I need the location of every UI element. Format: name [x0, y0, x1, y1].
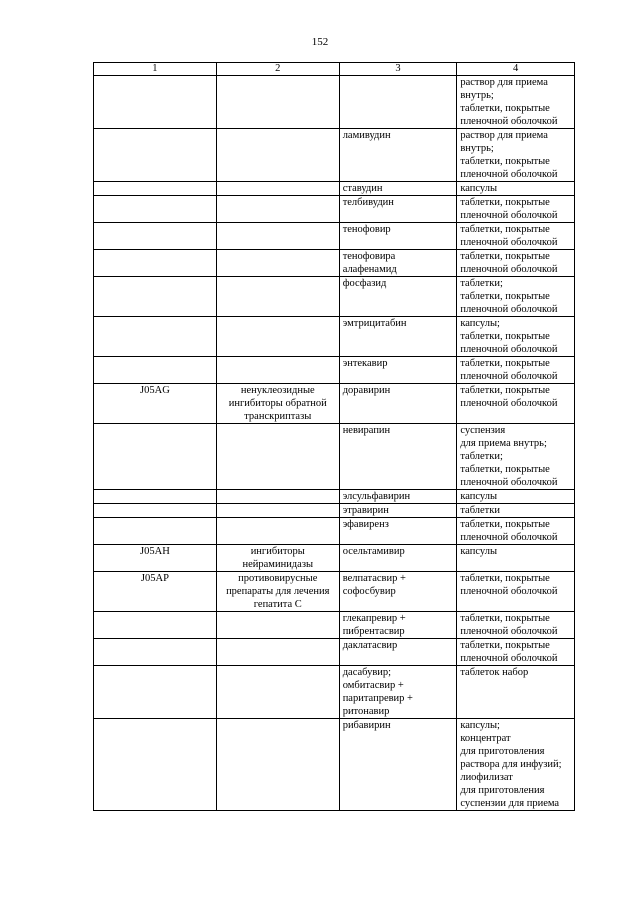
- dosage-form-cell-line: концентрат: [460, 733, 511, 744]
- drug-name-cell: [339, 504, 457, 518]
- table-row: [94, 317, 575, 357]
- table-row: [94, 572, 575, 612]
- table-row: [94, 76, 575, 129]
- drug-name-cell: [339, 490, 457, 504]
- dosage-form-cell-line: капсулы;: [460, 720, 500, 731]
- atc-code-cell: [94, 490, 217, 504]
- dosage-form-cell: [457, 639, 575, 666]
- table-row: [94, 129, 575, 182]
- group-name-cell-line: ингибиторы: [250, 546, 305, 557]
- atc-code-cell: J05AH: [94, 545, 217, 572]
- group-name-cell: [216, 317, 339, 357]
- drug-name-cell-line: телбивудин: [342, 197, 394, 208]
- atc-code-cell: [94, 182, 217, 196]
- dosage-form-cell: [457, 545, 575, 572]
- table-row: [94, 666, 575, 719]
- drug-name-cell: [339, 666, 457, 719]
- group-name-cell-line: транскриптазы: [244, 411, 312, 422]
- dosage-form-cell-line: пленочной оболочкой: [460, 371, 558, 382]
- group-name-cell: [216, 719, 339, 811]
- dosage-form-cell-line: таблетки;: [460, 278, 503, 289]
- dosage-form-cell: [457, 76, 575, 129]
- dosage-form-cell-line: пленочной оболочкой: [460, 626, 558, 637]
- dosage-form-cell: [457, 572, 575, 612]
- dosage-form-cell: [457, 518, 575, 545]
- drug-name-cell: [339, 250, 457, 277]
- drug-name-cell: [339, 572, 457, 612]
- table-row: [94, 196, 575, 223]
- drug-name-cell-line: эфавиренз: [342, 519, 389, 530]
- dosage-form-cell: [457, 277, 575, 317]
- dosage-form-cell-line: пленочной оболочкой: [460, 210, 558, 221]
- dosage-form-cell-line: таблетки, покрытые: [460, 251, 550, 262]
- dosage-form-cell-line: таблетки, покрытые: [460, 640, 550, 651]
- drug-name-cell: [339, 129, 457, 182]
- table-row: [94, 384, 575, 424]
- group-name-cell: [216, 424, 339, 490]
- dosage-form-cell-line: пленочной оболочкой: [460, 532, 558, 543]
- atc-code-cell: [94, 639, 217, 666]
- table-row: [94, 545, 575, 572]
- group-name-cell-line: гепатита С: [253, 599, 302, 610]
- dosage-form-cell: [457, 424, 575, 490]
- dosage-form-cell: [457, 196, 575, 223]
- group-name-cell-line: ненуклеозидные: [240, 385, 315, 396]
- drug-name-cell-line: омбитасвир +: [342, 680, 404, 691]
- drug-name-cell: [339, 518, 457, 545]
- atc-code-cell: [94, 719, 217, 811]
- group-name-cell: [216, 572, 339, 612]
- drug-name-cell-line: велпатасвир +: [342, 573, 406, 584]
- drug-name-cell-line: тенофовир: [342, 224, 391, 235]
- drug-name-cell: [339, 317, 457, 357]
- drug-name-cell-line: тенофовира: [342, 251, 396, 262]
- dosage-form-cell-line: капсулы;: [460, 318, 500, 329]
- column-header: 3: [339, 63, 457, 76]
- atc-code-cell: [94, 357, 217, 384]
- group-name-cell: [216, 666, 339, 719]
- dosage-form-cell: [457, 182, 575, 196]
- dosage-form-cell-line: для приема внутрь;: [460, 438, 547, 449]
- drug-name-cell-line: ставудин: [342, 183, 383, 194]
- group-name-cell: [216, 182, 339, 196]
- dosage-form-cell-line: раствор для приема: [460, 77, 548, 88]
- table-body: [94, 76, 575, 811]
- dosage-form-cell-line: пленочной оболочкой: [460, 398, 558, 409]
- dosage-form-cell-line: для приготовления: [460, 785, 545, 796]
- drug-name-cell: [339, 182, 457, 196]
- drug-name-cell: [339, 424, 457, 490]
- group-name-cell: [216, 223, 339, 250]
- dosage-form-cell: [457, 223, 575, 250]
- dosage-form-cell-line: таблетки, покрытые: [460, 197, 550, 208]
- table-row: [94, 518, 575, 545]
- atc-code-cell: [94, 196, 217, 223]
- table-row: [94, 424, 575, 490]
- dosage-form-cell-line: суспензия: [460, 425, 506, 436]
- medication-table: [93, 62, 575, 811]
- group-name-cell: [216, 76, 339, 129]
- drug-name-cell: [339, 196, 457, 223]
- atc-code-cell: [94, 76, 217, 129]
- drug-name-cell-line: фосфазид: [342, 278, 387, 289]
- dosage-form-cell-line: пленочной оболочкой: [460, 344, 558, 355]
- atc-code-cell: [94, 277, 217, 317]
- drug-name-cell-line: этравирин: [342, 505, 389, 516]
- atc-code-cell: J05AG: [94, 384, 217, 424]
- atc-code-cell: [94, 250, 217, 277]
- dosage-form-cell-line: раствор для приема: [460, 130, 548, 141]
- dosage-form-cell: [457, 357, 575, 384]
- drug-name-cell-line: глекапревир +: [342, 613, 406, 624]
- drug-name-cell-line: энтекавир: [342, 358, 388, 369]
- dosage-form-cell-line: пленочной оболочкой: [460, 169, 558, 180]
- atc-code-cell: [94, 317, 217, 357]
- table-row: [94, 490, 575, 504]
- drug-name-cell-line: элсульфавирин: [342, 491, 411, 502]
- drug-name-cell-line: дасабувир;: [342, 667, 392, 678]
- header-row: [94, 63, 575, 76]
- table-row: [94, 250, 575, 277]
- drug-name-cell-line: эмтрицитабин: [342, 318, 407, 329]
- group-name-cell: [216, 196, 339, 223]
- dosage-form-cell-line: таблетки: [460, 505, 500, 516]
- dosage-form-cell-line: пленочной оболочкой: [460, 237, 558, 248]
- drug-name-cell-line: софосбувир: [342, 586, 396, 597]
- dosage-form-cell-line: таблетки, покрытые: [460, 291, 550, 302]
- group-name-cell: [216, 490, 339, 504]
- group-name-cell-line: ингибиторы обратной: [228, 398, 327, 409]
- group-name-cell: [216, 639, 339, 666]
- table-row: [94, 504, 575, 518]
- dosage-form-cell-line: пленочной оболочкой: [460, 264, 558, 275]
- dosage-form-cell-line: пленочной оболочкой: [460, 116, 558, 127]
- dosage-form-cell-line: таблетки, покрытые: [460, 224, 550, 235]
- dosage-form-cell: [457, 384, 575, 424]
- drug-name-cell: [339, 357, 457, 384]
- dosage-form-cell-line: раствора для инфузий;: [460, 759, 562, 770]
- atc-code-cell: [94, 666, 217, 719]
- table-row: [94, 357, 575, 384]
- group-name-cell-line: нейраминидазы: [242, 559, 314, 570]
- dosage-form-cell-line: пленочной оболочкой: [460, 653, 558, 664]
- dosage-form-cell-line: капсулы: [460, 546, 498, 557]
- dosage-form-cell-line: лиофилизат: [460, 772, 513, 783]
- drug-name-cell: [339, 223, 457, 250]
- dosage-form-cell-line: таблеток набор: [460, 667, 529, 678]
- table-row: [94, 223, 575, 250]
- dosage-form-cell-line: суспензии для приема: [460, 798, 560, 809]
- drug-name-cell-line: паритапревир +: [342, 693, 413, 704]
- drug-name-cell-line: даклатасвир: [342, 640, 398, 651]
- dosage-form-cell-line: капсулы: [460, 491, 498, 502]
- dosage-form-cell-line: капсулы: [460, 183, 498, 194]
- dosage-form-cell-line: пленочной оболочкой: [460, 477, 558, 488]
- dosage-form-cell-line: таблетки, покрытые: [460, 519, 550, 530]
- drug-name-cell-line: невирапин: [342, 425, 391, 436]
- drug-name-cell-line: ритонавир: [342, 706, 390, 717]
- atc-code-cell: [94, 518, 217, 545]
- table-row: [94, 612, 575, 639]
- atc-code-cell: J05AP: [94, 572, 217, 612]
- table-row: [94, 182, 575, 196]
- drug-name-cell: [339, 612, 457, 639]
- dosage-form-cell-line: внутрь;: [460, 90, 494, 101]
- dosage-form-cell-line: пленочной оболочкой: [460, 586, 558, 597]
- group-name-cell: [216, 277, 339, 317]
- drug-name-cell-line: ламивудин: [342, 130, 391, 141]
- dosage-form-cell: [457, 612, 575, 639]
- dosage-form-cell-line: внутрь;: [460, 143, 494, 154]
- dosage-form-cell: [457, 129, 575, 182]
- drug-name-cell: [339, 277, 457, 317]
- dosage-form-cell-line: таблетки, покрытые: [460, 464, 550, 475]
- drug-name-cell: [339, 639, 457, 666]
- dosage-form-cell: [457, 504, 575, 518]
- group-name-cell: [216, 357, 339, 384]
- column-header: 1: [94, 63, 217, 76]
- table-row: [94, 277, 575, 317]
- drug-name-cell-line: рибавирин: [342, 720, 391, 731]
- group-name-cell: [216, 384, 339, 424]
- table-row: [94, 719, 575, 811]
- atc-code-cell: [94, 223, 217, 250]
- atc-code-cell: [94, 612, 217, 639]
- group-name-cell: [216, 518, 339, 545]
- dosage-form-cell-line: таблетки, покрытые: [460, 573, 550, 584]
- drug-name-cell: [339, 719, 457, 811]
- table-row: [94, 639, 575, 666]
- dosage-form-cell-line: таблетки, покрытые: [460, 385, 550, 396]
- dosage-form-cell: [457, 719, 575, 811]
- group-name-cell-line: препараты для лечения: [226, 586, 330, 597]
- drug-name-cell-line: доравирин: [342, 385, 391, 396]
- dosage-form-cell-line: для приготовления: [460, 746, 545, 757]
- page-number: 152: [311, 36, 329, 48]
- dosage-form-cell-line: таблетки, покрытые: [460, 103, 550, 114]
- column-header: 4: [457, 63, 575, 76]
- dosage-form-cell-line: таблетки, покрытые: [460, 331, 550, 342]
- dosage-form-cell: [457, 250, 575, 277]
- drug-name-cell: [339, 76, 457, 129]
- drug-name-cell: [339, 545, 457, 572]
- dosage-form-cell: [457, 490, 575, 504]
- group-name-cell: [216, 612, 339, 639]
- dosage-form-cell-line: пленочной оболочкой: [460, 304, 558, 315]
- group-name-cell: [216, 250, 339, 277]
- drug-name-cell: [339, 384, 457, 424]
- atc-code-cell: [94, 129, 217, 182]
- column-header: 2: [216, 63, 339, 76]
- group-name-cell: [216, 545, 339, 572]
- dosage-form-cell-line: таблетки;: [460, 451, 503, 462]
- group-name-cell: [216, 504, 339, 518]
- drug-name-cell-line: алафенамид: [342, 264, 397, 275]
- dosage-form-cell: [457, 666, 575, 719]
- group-name-cell-line: противовирусные: [238, 573, 318, 584]
- drug-name-cell-line: осельтамивир: [342, 546, 405, 557]
- dosage-form-cell-line: таблетки, покрытые: [460, 156, 550, 167]
- group-name-cell: [216, 129, 339, 182]
- dosage-form-cell-line: таблетки, покрытые: [460, 613, 550, 624]
- drug-name-cell-line: пибрентасвир: [342, 626, 405, 637]
- atc-code-cell: [94, 424, 217, 490]
- dosage-form-cell-line: таблетки, покрытые: [460, 358, 550, 369]
- atc-code-cell: [94, 504, 217, 518]
- dosage-form-cell: [457, 317, 575, 357]
